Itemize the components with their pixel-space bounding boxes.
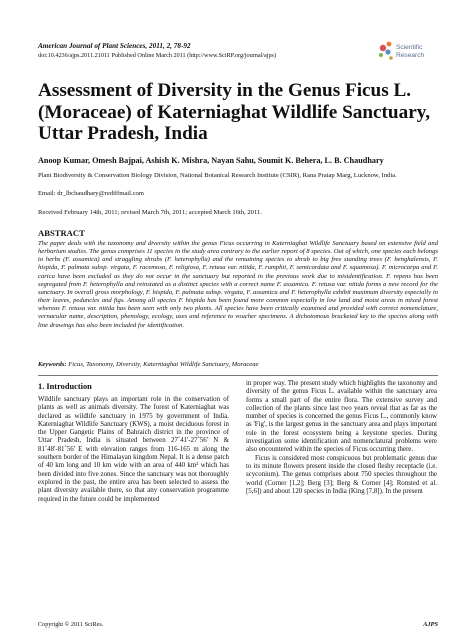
- author-list: Anoop Kumar, Omesh Bajpai, Ashish K. Mishra, Nayan Sahu, Soumit K. Behera, L. B. Chaudhary: [38, 156, 384, 165]
- abstract-text: The paper deals with the taxonomy and diversity within the genus Ficus occurring in Katerniaghat Wildlife Sanctuary based on extensive field and herbarium studies. The genus comprises 11 species in the study area contrary to the earlier report of 8 species. Out of which, one species each belongs to herbs (F. assamica) and straggling shrubs (F. heterophylla) and the remaining species to shrub to big free standing trees (F. benghalensis, F. hispida, F. palmata subsp. virgata, F. racemosa, F. religiosa, F. retusa var. nitida, F. rumphii, F. semicordata and F. squamosa). F. microcarpa and F. carica have been excluded as they do not occur in the sanctuary but reported in the previous work due to misidentification. F. repens has been segregated from F. heterophylla and reinstated as a distinct species with a correct name F. assamica. F. retusa var. nitida forms a new record for the sanctuary. In overall gross morphology, F. hispida, F. palmata subsp. virgata, F. assamica and F. heterophylla exhibit maximum diversity especially in their leaves, peduncles and figs. Among all species F. hispida has been found more common especially in low land and moist areas in mixed forest whereas F. retusa var. nitida has been seen with only two plants. All species have been critically examined and provided with correct nomenclature, vernacular name, description, phenology, ecology, uses and reference to voucher specimens. A dichotomous bracketed key to the species along with line drawings has also been included for identification.: [38, 240, 438, 329]
- intro-paragraph-3: Ficus is considered most conspicuous but problematic genus due to its minute flowers present inside the closed fleshy receptacle (i.e. scyconium). The genus comprises about 750 species throughout the world (Corner [1,2]; Berg [3]; Berg & Corner [4]; Ronsted et al. [5,6]) and about 120 species in India (King [7,8]). In the present: [246, 454, 437, 495]
- abstract-heading: ABSTRACT: [38, 228, 85, 238]
- received-dates: Received February 14th, 2011; revised March 7th, 2011; accepted March 16th, 2011.: [38, 209, 262, 216]
- journal-citation: American Journal of Plant Sciences, 2011, 2, 78-92: [38, 42, 191, 50]
- publisher-logo-text: [396, 44, 424, 60]
- intro-paragraph-1: Wildlife sanctuary plays an important role in the conservation of plants as well as animals diversity. The forest of Katerniaghat was declared as wildlife sanctuary in 1975 by government of India. Katerniaghat Wildlife Sanctuary (KWS), a moist deciduous forest in the Upper Gangetic Plains of Bahraich district in the province of Uttar Pradesh, India is situated between 27˚41'-27˚56' N & 81˚48'-81˚56' E with elevation ranges from 116-165 m along the southern border of the Himalayan kingdom Nepal. It is a dense patch of 40 km long and 10 km wide with an area of 440 km² which has been divided into five zones. Since the sanctuary was not thoroughly explored in the past, the entire area has been selected to assess the plant diversity available there, so that any conservation programme required in the future could be implemented: [38, 396, 229, 503]
- affiliation: Plant Biodiversity & Conservation Biology Division, National Botanical Research Institute (CSIR), Rana Pratap Marg, Lucknow, India.: [38, 172, 397, 179]
- doi-line: doi:10.4236/ajps.2011.21011 Published Online March 2011 (http://www.SciRP.org/journal/ajps): [38, 52, 277, 59]
- introduction-heading: 1. Introduction: [38, 382, 92, 391]
- paper-title: Assessment of Diversity in the Genus Ficus L. (Moraceae) of Katerniaghat Wildlife Sanctuary, Uttar Pradesh, India: [38, 80, 431, 144]
- contact-email[interactable]: Email: dr_lbchaudhary@rediffmail.com: [38, 190, 144, 197]
- intro-paragraph-2: in proper way. The present study which highlights the taxonomy and diversity of the genus Ficus L. available within the sanctuary area forms a small part of the entire flora. The extensive survey and collection of the plants since last two years reveal that as far as the number of species is concerned the genus Ficus L., commonly know as 'Fig', is the largest genus in the sanctuary area and plays important role in the forest ecosystem being a keystone species. During investigation some identification and nomenclatural problems were also encountered within the species of Ficus occurring there.: [246, 380, 437, 454]
- left-column: [38, 396, 229, 504]
- section-divider: [38, 375, 438, 376]
- keywords-line: [38, 361, 438, 368]
- keywords-list: Ficus, Taxonomy, Diversity, Katerniaghat Wildlife Sanctuary, Moraceae: [68, 361, 259, 368]
- right-column: [246, 380, 437, 496]
- logo-line2: Research: [396, 52, 425, 59]
- footer-journal-abbr: AJPS: [423, 621, 438, 628]
- logo-line1: Scientific: [396, 44, 423, 51]
- keywords-label: Keywords:: [38, 361, 67, 368]
- footer-copyright: Copyright © 2011 SciRes.: [38, 621, 104, 628]
